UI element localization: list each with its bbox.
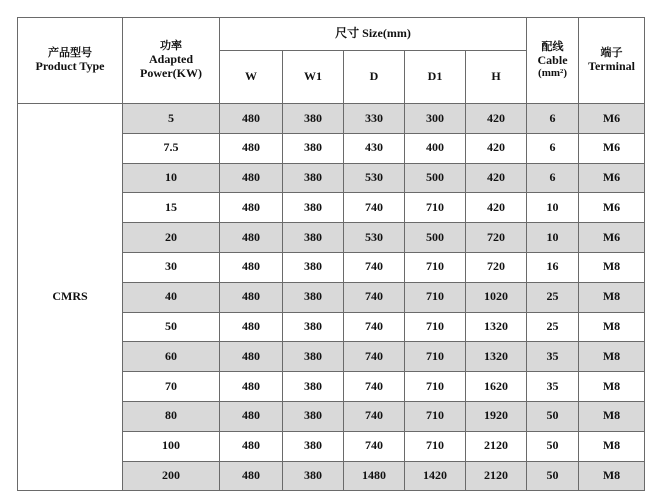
cell-terminal: M8 (579, 372, 645, 402)
cell-w1: 380 (283, 223, 344, 253)
cell-w: 480 (220, 431, 283, 461)
cell-d: 740 (344, 193, 405, 223)
cell-w: 480 (220, 372, 283, 402)
cell-d: 740 (344, 312, 405, 342)
header-product-type-cn: 产品型号 (48, 46, 92, 60)
cell-d: 740 (344, 282, 405, 312)
cell-d1: 710 (405, 401, 466, 431)
cell-h: 1320 (466, 342, 527, 372)
cell-w1: 380 (283, 461, 344, 491)
cell-power: 100 (123, 431, 220, 461)
cell-d1: 500 (405, 163, 466, 193)
cell-cable: 6 (527, 104, 579, 134)
cell-d1: 710 (405, 342, 466, 372)
header-product-type (18, 18, 123, 104)
cell-w: 480 (220, 342, 283, 372)
cell-d1: 400 (405, 133, 466, 163)
cell-cable: 10 (527, 223, 579, 253)
cell-terminal: M6 (579, 223, 645, 253)
cell-d1: 710 (405, 372, 466, 402)
cell-w1: 380 (283, 133, 344, 163)
product-type-cell: CMRS (18, 104, 123, 491)
cell-terminal: M8 (579, 252, 645, 282)
cell-power: 20 (123, 223, 220, 253)
header-cable-cn: 配线 (541, 39, 564, 53)
cell-power: 15 (123, 193, 220, 223)
cell-w: 480 (220, 104, 283, 134)
cell-d: 740 (344, 431, 405, 461)
cell-w1: 380 (283, 312, 344, 342)
header-terminal (579, 18, 645, 104)
cell-cable: 6 (527, 163, 579, 193)
cell-power: 80 (123, 401, 220, 431)
cell-d1: 300 (405, 104, 466, 134)
cell-w1: 380 (283, 372, 344, 402)
header-size-group-label: 尺寸 Size(mm) (335, 26, 411, 41)
table-header (18, 18, 645, 104)
cell-cable: 25 (527, 282, 579, 312)
cell-d1: 710 (405, 431, 466, 461)
cell-cable: 10 (527, 193, 579, 223)
cell-w1: 380 (283, 431, 344, 461)
cell-h: 1620 (466, 372, 527, 402)
cell-h: 720 (466, 223, 527, 253)
cell-w1: 380 (283, 282, 344, 312)
cell-w1: 380 (283, 252, 344, 282)
cell-d1: 500 (405, 223, 466, 253)
cell-d1: 710 (405, 252, 466, 282)
cell-terminal: M6 (579, 104, 645, 134)
cell-w: 480 (220, 401, 283, 431)
cell-h: 420 (466, 104, 527, 134)
spec-table-frame (17, 17, 644, 490)
cell-w: 480 (220, 133, 283, 163)
header-d: D (344, 51, 405, 104)
header-w: W (220, 51, 283, 104)
cell-d: 740 (344, 252, 405, 282)
cell-terminal: M6 (579, 193, 645, 223)
cell-power: 30 (123, 252, 220, 282)
cell-h: 1020 (466, 282, 527, 312)
cell-power: 70 (123, 372, 220, 402)
cell-cable: 35 (527, 372, 579, 402)
cell-d1: 710 (405, 282, 466, 312)
cell-d: 740 (344, 342, 405, 372)
cell-power: 7.5 (123, 133, 220, 163)
cell-terminal: M8 (579, 282, 645, 312)
header-h: H (466, 51, 527, 104)
spec-table (17, 17, 645, 491)
cell-cable: 50 (527, 401, 579, 431)
header-d1: D1 (405, 51, 466, 104)
cell-cable: 25 (527, 312, 579, 342)
cell-h: 2120 (466, 431, 527, 461)
cell-cable: 35 (527, 342, 579, 372)
cell-w1: 380 (283, 342, 344, 372)
cell-d: 330 (344, 104, 405, 134)
table-row (18, 104, 645, 134)
cell-w1: 380 (283, 193, 344, 223)
cell-terminal: M8 (579, 401, 645, 431)
header-power (123, 18, 220, 104)
header-power-en-2: Power(KW) (140, 65, 202, 80)
header-size-group (220, 18, 527, 51)
header-row-top (18, 18, 645, 51)
cell-terminal: M8 (579, 431, 645, 461)
cell-d: 740 (344, 372, 405, 402)
cell-w1: 380 (283, 401, 344, 431)
header-power-cn: 功率 (160, 39, 182, 53)
cell-w: 480 (220, 223, 283, 253)
cell-d: 740 (344, 401, 405, 431)
cell-terminal: M8 (579, 312, 645, 342)
cell-terminal: M8 (579, 461, 645, 491)
header-product-type-en: Product Type (35, 58, 105, 73)
cell-h: 420 (466, 133, 527, 163)
header-terminal-en: Terminal (588, 58, 635, 73)
cell-w1: 380 (283, 104, 344, 134)
header-cable-en: Cable (537, 52, 568, 67)
header-cable-unit: (mm²) (538, 67, 567, 80)
cell-power: 50 (123, 312, 220, 342)
cell-d1: 1420 (405, 461, 466, 491)
table-body (18, 104, 645, 491)
cell-cable: 6 (527, 133, 579, 163)
cell-h: 1920 (466, 401, 527, 431)
cell-terminal: M6 (579, 133, 645, 163)
cell-terminal: M8 (579, 342, 645, 372)
cell-d1: 710 (405, 312, 466, 342)
cell-h: 2120 (466, 461, 527, 491)
cell-h: 1320 (466, 312, 527, 342)
cell-h: 720 (466, 252, 527, 282)
cell-w1: 380 (283, 163, 344, 193)
cell-cable: 16 (527, 252, 579, 282)
cell-d: 530 (344, 223, 405, 253)
header-cable (527, 18, 579, 104)
header-terminal-cn: 端子 (600, 46, 623, 60)
cell-cable: 50 (527, 461, 579, 491)
cell-w: 480 (220, 163, 283, 193)
cell-power: 10 (123, 163, 220, 193)
cell-power: 40 (123, 282, 220, 312)
cell-w: 480 (220, 282, 283, 312)
cell-d: 1480 (344, 461, 405, 491)
cell-d1: 710 (405, 193, 466, 223)
cell-w: 480 (220, 193, 283, 223)
cell-power: 60 (123, 342, 220, 372)
cell-power: 200 (123, 461, 220, 491)
cell-power: 5 (123, 104, 220, 134)
cell-h: 420 (466, 193, 527, 223)
cell-w: 480 (220, 252, 283, 282)
cell-terminal: M6 (579, 163, 645, 193)
cell-h: 420 (466, 163, 527, 193)
header-power-en-1: Adapted (148, 52, 193, 67)
header-w1: W1 (283, 51, 344, 104)
cell-w: 480 (220, 312, 283, 342)
cell-w: 480 (220, 461, 283, 491)
cell-cable: 50 (527, 431, 579, 461)
cell-d: 430 (344, 133, 405, 163)
cell-d: 530 (344, 163, 405, 193)
